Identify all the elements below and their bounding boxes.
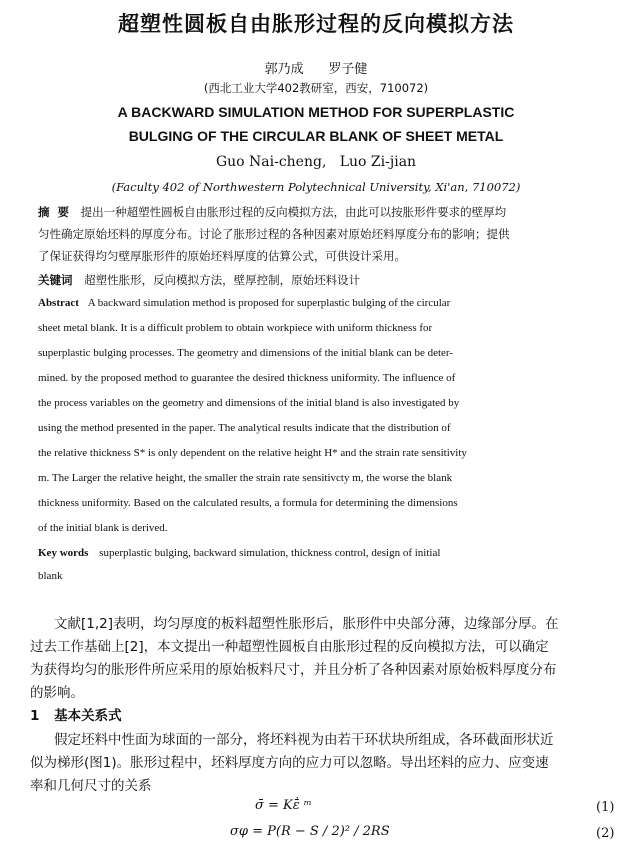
equation-2: σφ = P(R − S / 2)² / 2RS [230, 824, 390, 839]
abstract-en-line-2: sheet metal blank. It is a difficult problem to obtain workpiece with uniform thickness for [38, 322, 433, 334]
abstract-en-line-1 [38, 297, 450, 309]
affiliation-cn: (西北工业大学402教研室，西安，710072) [203, 81, 429, 95]
body-intro-line-4: 的影响。 [30, 685, 84, 701]
section-1-heading [30, 704, 122, 724]
body-intro-line-3: 为获得均匀的胀形件所应采用的原始板料尺寸，并且分析了各种因素对原始板料厚度分布 [30, 662, 557, 678]
equation-2-number: (2) [596, 826, 615, 841]
abstract-cn-text: 提出一种超塑性圆板自由胀形过程的反向模拟方法，由此可以按胀形件要求的壁厚均 [80, 205, 507, 219]
section-1-line-3: 率和几何尺寸的关系 [30, 778, 152, 794]
abstract-cn-line-1 [38, 204, 506, 220]
body-intro-line-2: 过去工作基础上[2]，本文提出一种超塑性圆板自由胀形过程的反向模拟方法，可以确定 [30, 639, 549, 655]
abstract-en-line-9: thickness uniformity. Based on the calculated results, a formula for determining the dimensions [38, 497, 458, 509]
section-1-line-2: 似为梯形(图1)。胀形过程中，坯料厚度方向的应力可以忽略。导出坯料的应力、应变速 [30, 755, 549, 771]
keywords-en [38, 547, 440, 559]
abstract-en-label: Abstract [38, 297, 79, 309]
keywords-en-label: Key words [38, 547, 89, 559]
abstract-en-line-5: the process variables on the geometry and dimensions of the initial bland is also investigated by [38, 397, 460, 409]
abstract-en-line-3: superplastic bulging processes. The geometry and dimensions of the initial blank can be deter- [38, 347, 454, 359]
authors-en: Guo Nai-cheng, Luo Zi-jian [215, 154, 417, 170]
abstract-en-line-6: using the method presented in the paper. The analytical results indicate that the distribution of [38, 422, 451, 434]
paper-title-en-line2: BULGING OF THE CIRCULAR BLANK OF SHEET METAL [128, 128, 504, 144]
keywords-en-text: superplastic bulging, backward simulation, thickness control, design of initial [99, 547, 441, 559]
abstract-en-line-8: m. The Larger the relative height, the smaller the strain rate sensitivcty m, the worse the blank [38, 472, 453, 484]
equation-1: σ̄ = Kε̄̇ ᵐ [255, 798, 312, 813]
equation-1-number: (1) [596, 800, 615, 815]
paper-title-en-line1: A BACKWARD SIMULATION METHOD FOR SUPERPLASTIC [117, 104, 515, 120]
abstract-en-text: A backward simulation method is proposed for superplastic bulging of the circular [87, 297, 451, 309]
abstract-cn-line-3: 了保证获得均匀壁厚胀形件的原始坯料厚度的估算公式，可供设计采用。 [38, 249, 406, 263]
abstract-en-line-10: of the initial blank is derived. [38, 522, 168, 534]
affiliation-en: (Faculty 402 of Northwestern Polytechnical University, Xi'an, 710072) [111, 180, 521, 194]
section-1-line-1: 假定坯料中性面为球面的一部分，将坯料视为由若干环状块所组成，各环截面形状近 [54, 732, 554, 748]
abstract-en-line-7: the relative thickness S* is only dependent on the relative height H* and the strain rate sensitivity [38, 447, 467, 459]
keywords-cn [38, 272, 360, 288]
keywords-en-continued: blank [38, 570, 63, 582]
section-1-title: 基本关系式 [54, 708, 122, 724]
keywords-cn-label: 关键词 [38, 273, 73, 287]
section-1-number: 1 [30, 708, 40, 724]
keywords-cn-text: 超塑性胀形，反向模拟方法，壁厚控制，原始坯料设计 [84, 273, 361, 287]
abstract-cn-label: 摘 要 [38, 205, 70, 219]
abstract-cn-line-2: 匀性确定原始坯料的厚度分布。讨论了胀形过程的各种因素对原始坯料厚度分布的影响；提供 [38, 227, 510, 241]
paper-title-cn: 超塑性圆板自由胀形过程的反向模拟方法 [118, 12, 514, 36]
authors-cn: 郭乃成 罗子健 [264, 62, 368, 77]
body-intro-line-1: 文献[1,2]表明，均匀厚度的板料超塑性胀形后，胀形件中央部分薄，边缘部分厚。在 [54, 616, 559, 632]
abstract-en-line-4: mined. by the proposed method to guarantee the desired thickness uniformity. The influence of [38, 372, 456, 384]
